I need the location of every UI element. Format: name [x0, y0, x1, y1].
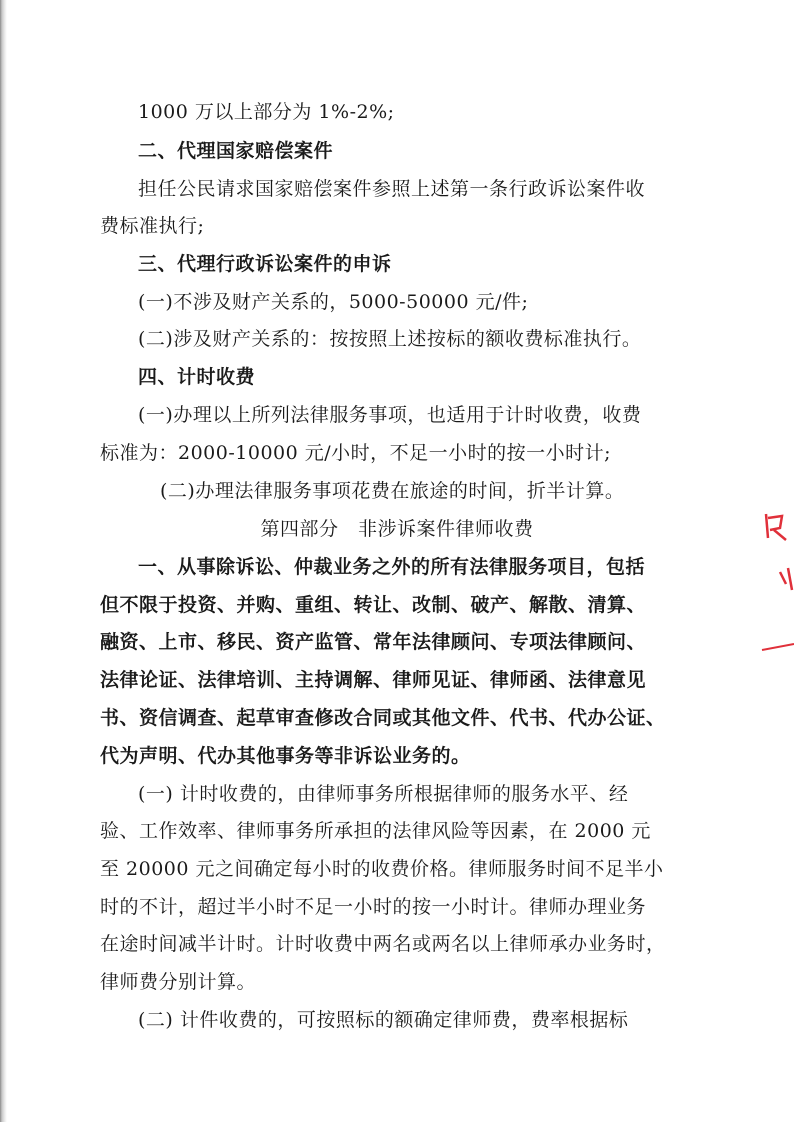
text-line: 律师费分别计算。	[100, 971, 257, 993]
section-heading: 二、代理国家赔偿案件	[138, 140, 334, 162]
text-line: 时的不计，超过半小时不足一小时的按一小时计。律师办理业务	[100, 896, 647, 918]
text-line: 在途时间减半计时。计时收费中两名或两名以上律师承办业务时，	[100, 933, 666, 955]
seal-stamp-fragment	[758, 494, 794, 664]
text-line: (二)办理法律服务事项花费在旅途的时间，折半计算。	[160, 480, 625, 502]
text-line: 费标准执行;	[100, 215, 205, 237]
text-line-bold: 但不限于投资、并购、重组、转让、改制、破产、解散、清算、	[100, 594, 647, 616]
section-heading: 三、代理行政诉讼案件的申诉	[138, 253, 392, 275]
text-line: 担任公民请求国家赔偿案件参照上述第一条行政诉讼案件收	[138, 178, 646, 200]
section-heading: 四、计时收费	[138, 366, 256, 388]
text-line-bold: 书、资信调查、起草审查修改合同或其他文件、代书、代办公证、	[100, 707, 666, 729]
text-line: (一)办理以上所列法律服务事项，也适用于计时收费，收费	[138, 404, 642, 426]
text-line: 1000 万以上部分为 1%-2%;	[138, 101, 395, 123]
text-line: 标准为：2000-10000 元/小时，不足一小时的按一小时计;	[100, 442, 612, 464]
text-line-bold: 融资、上市、移民、资产监管、常年法律顾问、专项法律顾问、	[100, 631, 647, 653]
part-heading: 第四部分 非涉诉案件律师收费	[260, 518, 534, 540]
scan-edge	[0, 0, 7, 1122]
text-line: 至 20000 元之间确定每小时的收费价格。律师服务时间不足半小	[100, 858, 664, 880]
text-line: (二)涉及财产关系的：按按照上述按标的额收费标准执行。	[138, 328, 642, 350]
text-line-bold: 法律论证、法律培训、主持调解、律师见证、律师函、法律意见	[100, 669, 647, 691]
text-line: (一) 计时收费的，由律师事务所根据律师的服务水平、经	[138, 783, 629, 805]
text-line: (二) 计件收费的，可按照标的额确定律师费，费率根据标	[138, 1009, 629, 1031]
text-line: (一)不涉及财产关系的，5000-50000 元/件;	[138, 291, 529, 313]
text-line-bold: 代为声明、代办其他事务等非诉讼业务的。	[100, 745, 471, 767]
text-line-bold: 一、从事除诉讼、仲裁业务之外的所有法律服务项目，包括	[138, 556, 646, 578]
text-line: 验、工作效率、律师事务所承担的法律风险等因素，在 2000 元	[100, 820, 651, 842]
